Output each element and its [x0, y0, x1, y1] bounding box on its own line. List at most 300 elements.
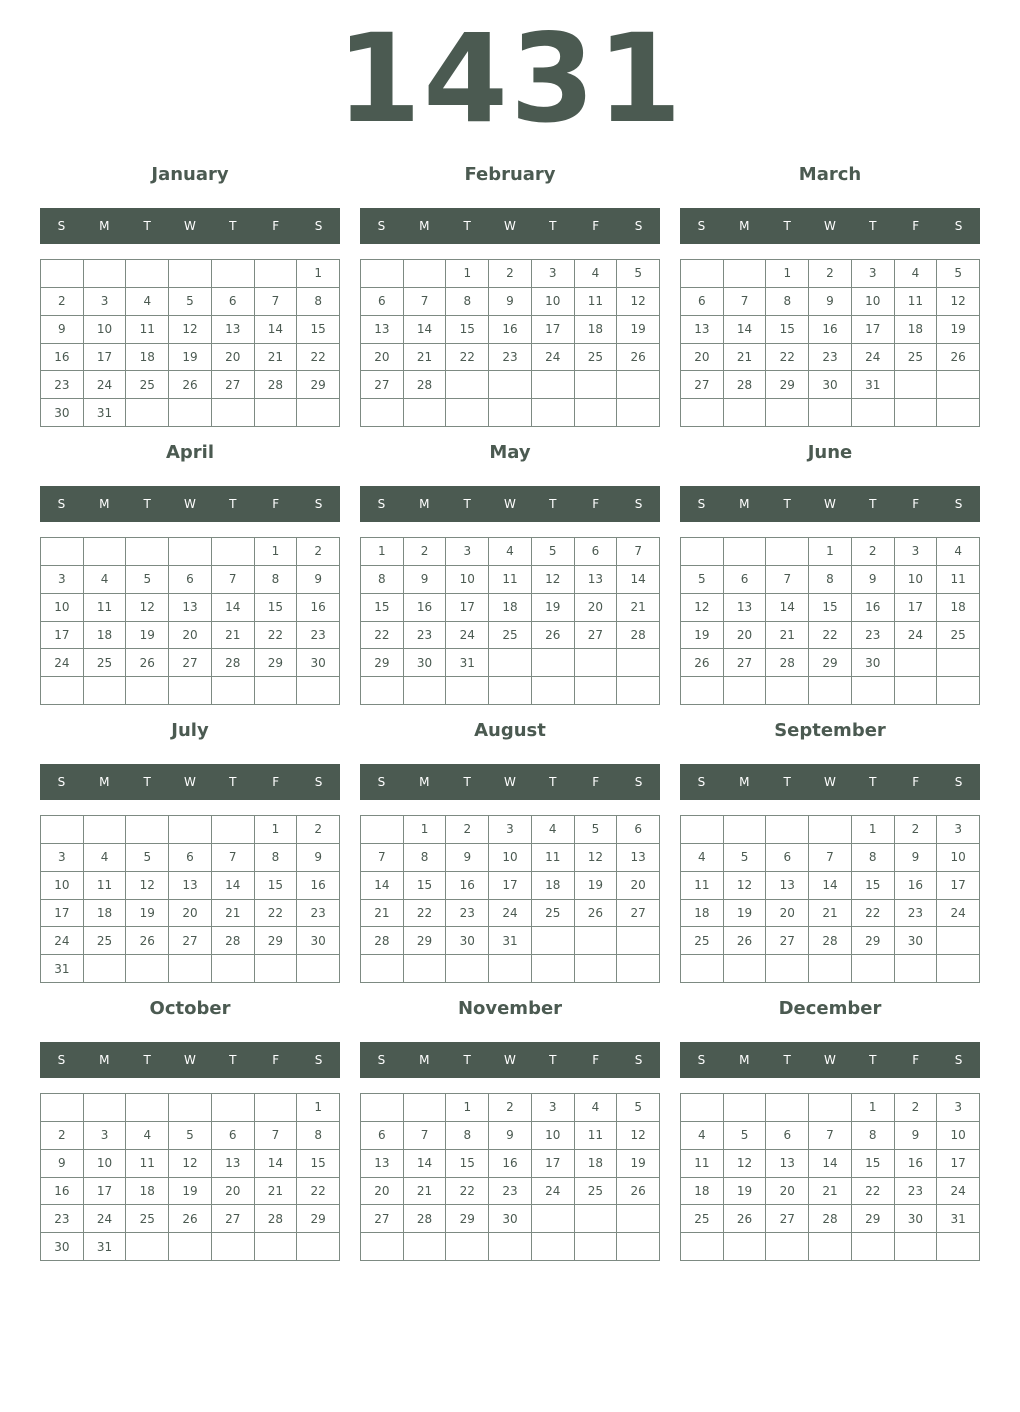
day-cell: 13	[169, 872, 212, 900]
weekday-label: S	[954, 1053, 963, 1067]
day-cell: 30	[809, 371, 852, 399]
empty-day-cell	[212, 260, 255, 288]
day-cell: 23	[446, 900, 489, 928]
day-cell: 29	[297, 1205, 340, 1233]
day-cell: 21	[766, 622, 809, 650]
day-cell: 13	[361, 1150, 404, 1178]
empty-day-cell	[446, 677, 489, 705]
empty-day-cell	[766, 538, 809, 566]
weekday-label: S	[314, 497, 323, 511]
weekday-label: F	[912, 775, 920, 789]
weekday-label: S	[954, 497, 963, 511]
day-cell: 18	[126, 344, 169, 372]
day-cell: 3	[84, 1122, 127, 1150]
day-cell: 13	[766, 872, 809, 900]
day-cell: 14	[212, 594, 255, 622]
day-cell: 1	[446, 260, 489, 288]
month-march	[680, 160, 980, 428]
day-cell: 22	[852, 1178, 895, 1206]
day-cell: 17	[41, 900, 84, 928]
day-cell: 27	[724, 649, 767, 677]
day-cell: 26	[575, 900, 618, 928]
weekday-label: M	[99, 775, 110, 789]
empty-day-cell	[489, 677, 532, 705]
day-cell: 24	[84, 371, 127, 399]
empty-day-cell	[937, 649, 980, 677]
day-cell: 14	[809, 1150, 852, 1178]
day-cell: 27	[361, 1205, 404, 1233]
weekday-label: S	[634, 219, 643, 233]
day-cell: 24	[852, 344, 895, 372]
day-cell: 5	[575, 816, 618, 844]
day-cell: 13	[724, 594, 767, 622]
day-cell: 21	[617, 594, 660, 622]
day-cell: 14	[809, 872, 852, 900]
day-cell: 8	[446, 1122, 489, 1150]
empty-day-cell	[575, 927, 618, 955]
empty-day-cell	[126, 1233, 169, 1261]
day-cell: 5	[126, 566, 169, 594]
weekday-header	[680, 764, 980, 800]
empty-day-cell	[852, 955, 895, 983]
day-cell: 19	[126, 900, 169, 928]
day-cell: 16	[852, 594, 895, 622]
day-cell: 7	[361, 844, 404, 872]
day-cell: 5	[617, 260, 660, 288]
empty-day-cell	[255, 677, 298, 705]
weekday-label: T	[549, 497, 557, 511]
day-cell: 16	[809, 316, 852, 344]
day-cell: 7	[809, 1122, 852, 1150]
day-cell: 16	[41, 1178, 84, 1206]
weekday-label: W	[504, 497, 516, 511]
day-cell: 4	[84, 844, 127, 872]
day-cell: 24	[41, 649, 84, 677]
day-cell: 31	[852, 371, 895, 399]
empty-day-cell	[361, 816, 404, 844]
day-cell: 7	[212, 566, 255, 594]
weekday-label: F	[272, 1053, 280, 1067]
day-cell: 29	[297, 371, 340, 399]
month-june	[680, 438, 980, 706]
day-cell: 25	[681, 1205, 724, 1233]
day-cell: 25	[895, 344, 938, 372]
day-cell: 27	[169, 649, 212, 677]
empty-day-cell	[895, 399, 938, 427]
month-october	[40, 994, 340, 1262]
day-cell: 12	[169, 1150, 212, 1178]
day-cell: 1	[446, 1094, 489, 1122]
empty-day-cell	[404, 955, 447, 983]
day-cell: 9	[404, 566, 447, 594]
day-cell: 26	[169, 1205, 212, 1233]
day-cell: 5	[126, 844, 169, 872]
day-cell: 6	[169, 566, 212, 594]
day-cell: 9	[41, 316, 84, 344]
empty-day-cell	[532, 371, 575, 399]
day-cell: 26	[724, 927, 767, 955]
day-cell: 3	[937, 1094, 980, 1122]
weekday-label: M	[419, 497, 430, 511]
day-grid	[360, 815, 660, 983]
day-cell: 3	[446, 538, 489, 566]
day-cell: 14	[212, 872, 255, 900]
day-cell: 14	[766, 594, 809, 622]
empty-day-cell	[404, 1233, 447, 1261]
day-cell: 15	[297, 316, 340, 344]
weekday-label: F	[912, 219, 920, 233]
weekday-label: T	[869, 775, 877, 789]
empty-day-cell	[617, 955, 660, 983]
day-cell: 23	[41, 371, 84, 399]
day-cell: 27	[169, 927, 212, 955]
day-cell: 6	[617, 816, 660, 844]
day-cell: 3	[937, 816, 980, 844]
day-cell: 5	[617, 1094, 660, 1122]
day-cell: 18	[126, 1178, 169, 1206]
empty-day-cell	[617, 371, 660, 399]
day-cell: 14	[255, 316, 298, 344]
weekday-label: F	[912, 497, 920, 511]
day-cell: 24	[489, 900, 532, 928]
weekday-label: W	[504, 775, 516, 789]
day-cell: 2	[446, 816, 489, 844]
day-cell: 23	[489, 344, 532, 372]
day-cell: 30	[404, 649, 447, 677]
day-cell: 11	[937, 566, 980, 594]
empty-day-cell	[575, 1205, 618, 1233]
day-cell: 12	[575, 844, 618, 872]
empty-day-cell	[809, 399, 852, 427]
day-cell: 23	[41, 1205, 84, 1233]
day-cell: 14	[361, 872, 404, 900]
day-cell: 1	[255, 538, 298, 566]
day-cell: 16	[489, 316, 532, 344]
empty-day-cell	[489, 649, 532, 677]
day-cell: 3	[532, 1094, 575, 1122]
empty-day-cell	[361, 1094, 404, 1122]
day-cell: 28	[617, 622, 660, 650]
day-cell: 16	[895, 872, 938, 900]
day-cell: 10	[41, 594, 84, 622]
day-cell: 8	[809, 566, 852, 594]
day-cell: 21	[404, 344, 447, 372]
weekday-label: T	[143, 1053, 151, 1067]
day-cell: 27	[212, 371, 255, 399]
day-cell: 12	[681, 594, 724, 622]
day-cell: 2	[297, 538, 340, 566]
day-cell: 25	[489, 622, 532, 650]
day-cell: 12	[617, 1122, 660, 1150]
weekday-label: S	[377, 775, 386, 789]
day-cell: 19	[617, 316, 660, 344]
weekday-label: M	[419, 219, 430, 233]
empty-day-cell	[681, 1233, 724, 1261]
empty-day-cell	[809, 816, 852, 844]
day-cell: 16	[297, 872, 340, 900]
empty-day-cell	[575, 955, 618, 983]
empty-day-cell	[255, 260, 298, 288]
empty-day-cell	[169, 1094, 212, 1122]
month-name: December	[778, 998, 882, 1019]
empty-day-cell	[169, 816, 212, 844]
day-grid	[40, 815, 340, 983]
day-cell: 19	[724, 1178, 767, 1206]
weekday-header	[40, 1042, 340, 1078]
day-cell: 30	[446, 927, 489, 955]
empty-day-cell	[212, 1094, 255, 1122]
empty-day-cell	[681, 260, 724, 288]
empty-day-cell	[361, 399, 404, 427]
weekday-label: S	[954, 219, 963, 233]
weekday-label: W	[184, 219, 196, 233]
day-cell: 14	[404, 316, 447, 344]
day-cell: 18	[489, 594, 532, 622]
day-cell: 19	[532, 594, 575, 622]
day-cell: 30	[895, 1205, 938, 1233]
weekday-header	[360, 1042, 660, 1078]
weekday-label: T	[549, 775, 557, 789]
empty-day-cell	[617, 1233, 660, 1261]
day-cell: 24	[532, 1178, 575, 1206]
empty-day-cell	[41, 677, 84, 705]
weekday-label: T	[549, 219, 557, 233]
empty-day-cell	[724, 816, 767, 844]
day-cell: 5	[169, 288, 212, 316]
day-cell: 17	[84, 1178, 127, 1206]
day-cell: 16	[895, 1150, 938, 1178]
weekday-header	[40, 208, 340, 244]
day-cell: 29	[852, 927, 895, 955]
day-cell: 3	[489, 816, 532, 844]
day-cell: 1	[766, 260, 809, 288]
weekday-label: M	[739, 775, 750, 789]
month-name: June	[807, 442, 853, 463]
empty-day-cell	[724, 260, 767, 288]
empty-day-cell	[212, 816, 255, 844]
day-cell: 4	[126, 1122, 169, 1150]
weekday-label: S	[634, 775, 643, 789]
day-cell: 9	[297, 844, 340, 872]
day-cell: 19	[126, 622, 169, 650]
day-cell: 6	[575, 538, 618, 566]
empty-day-cell	[489, 399, 532, 427]
empty-day-cell	[126, 399, 169, 427]
day-cell: 10	[446, 566, 489, 594]
day-grid	[680, 1093, 980, 1261]
day-cell: 16	[404, 594, 447, 622]
day-cell: 1	[361, 538, 404, 566]
weekday-label: F	[272, 775, 280, 789]
day-cell: 7	[255, 288, 298, 316]
weekday-label: W	[184, 775, 196, 789]
empty-day-cell	[41, 260, 84, 288]
weekday-label: W	[184, 1053, 196, 1067]
day-grid	[40, 259, 340, 427]
day-cell: 28	[809, 927, 852, 955]
day-cell: 17	[852, 316, 895, 344]
day-cell: 13	[169, 594, 212, 622]
weekday-label: W	[824, 219, 836, 233]
weekday-label: S	[697, 775, 706, 789]
empty-day-cell	[41, 538, 84, 566]
day-cell: 6	[212, 1122, 255, 1150]
day-cell: 8	[404, 844, 447, 872]
day-cell: 23	[297, 622, 340, 650]
day-cell: 2	[895, 816, 938, 844]
weekday-label: T	[229, 1053, 237, 1067]
day-cell: 20	[575, 594, 618, 622]
day-cell: 28	[255, 1205, 298, 1233]
month-name: February	[464, 164, 556, 185]
day-cell: 14	[617, 566, 660, 594]
day-cell: 16	[446, 872, 489, 900]
day-cell: 5	[169, 1122, 212, 1150]
day-cell: 12	[724, 1150, 767, 1178]
empty-day-cell	[681, 955, 724, 983]
day-cell: 21	[724, 344, 767, 372]
month-name: August	[474, 720, 546, 741]
empty-day-cell	[681, 399, 724, 427]
weekday-header	[40, 486, 340, 522]
day-cell: 13	[617, 844, 660, 872]
day-cell: 8	[255, 566, 298, 594]
empty-day-cell	[852, 399, 895, 427]
day-cell: 17	[895, 594, 938, 622]
day-cell: 8	[852, 1122, 895, 1150]
empty-day-cell	[212, 677, 255, 705]
empty-day-cell	[532, 677, 575, 705]
day-cell: 13	[212, 316, 255, 344]
day-grid	[40, 537, 340, 705]
day-cell: 10	[895, 566, 938, 594]
day-cell: 7	[212, 844, 255, 872]
day-cell: 9	[41, 1150, 84, 1178]
day-cell: 7	[809, 844, 852, 872]
empty-day-cell	[617, 677, 660, 705]
day-cell: 5	[937, 260, 980, 288]
empty-day-cell	[532, 927, 575, 955]
day-cell: 20	[361, 344, 404, 372]
weekday-header	[680, 208, 980, 244]
day-cell: 1	[809, 538, 852, 566]
empty-day-cell	[126, 955, 169, 983]
day-cell: 26	[126, 649, 169, 677]
weekday-label: S	[954, 775, 963, 789]
day-cell: 17	[532, 316, 575, 344]
day-grid	[360, 259, 660, 427]
empty-day-cell	[255, 955, 298, 983]
weekday-label: M	[739, 1053, 750, 1067]
weekday-label: W	[824, 775, 836, 789]
weekday-label: T	[783, 497, 791, 511]
day-cell: 25	[532, 900, 575, 928]
weekday-label: T	[229, 775, 237, 789]
day-cell: 26	[169, 371, 212, 399]
day-cell: 28	[255, 371, 298, 399]
month-december	[680, 994, 980, 1262]
day-cell: 29	[404, 927, 447, 955]
day-cell: 15	[255, 872, 298, 900]
day-cell: 15	[404, 872, 447, 900]
weekday-label: S	[377, 219, 386, 233]
empty-day-cell	[489, 371, 532, 399]
day-cell: 6	[766, 1122, 809, 1150]
day-cell: 26	[126, 927, 169, 955]
day-cell: 10	[532, 1122, 575, 1150]
day-cell: 25	[681, 927, 724, 955]
empty-day-cell	[532, 1205, 575, 1233]
empty-day-cell	[681, 1094, 724, 1122]
day-cell: 31	[84, 399, 127, 427]
day-cell: 27	[766, 1205, 809, 1233]
empty-day-cell	[681, 538, 724, 566]
day-cell: 22	[255, 900, 298, 928]
month-may	[360, 438, 660, 706]
day-cell: 22	[446, 344, 489, 372]
empty-day-cell	[297, 1233, 340, 1261]
day-cell: 30	[489, 1205, 532, 1233]
weekday-label: T	[783, 775, 791, 789]
day-cell: 25	[126, 1205, 169, 1233]
empty-day-cell	[617, 927, 660, 955]
empty-day-cell	[532, 1233, 575, 1261]
day-cell: 4	[895, 260, 938, 288]
month-name: October	[149, 998, 231, 1019]
weekday-label: S	[377, 497, 386, 511]
empty-day-cell	[724, 538, 767, 566]
day-cell: 21	[255, 344, 298, 372]
day-cell: 14	[404, 1150, 447, 1178]
day-cell: 4	[937, 538, 980, 566]
day-cell: 15	[446, 316, 489, 344]
weekday-header	[40, 764, 340, 800]
weekday-header	[360, 764, 660, 800]
day-cell: 3	[895, 538, 938, 566]
empty-day-cell	[255, 1233, 298, 1261]
empty-day-cell	[361, 260, 404, 288]
empty-day-cell	[766, 955, 809, 983]
empty-day-cell	[404, 260, 447, 288]
empty-day-cell	[895, 677, 938, 705]
day-cell: 14	[255, 1150, 298, 1178]
weekday-label: T	[229, 497, 237, 511]
day-grid	[360, 1093, 660, 1261]
day-cell: 31	[41, 955, 84, 983]
day-cell: 1	[852, 1094, 895, 1122]
weekday-label: S	[57, 775, 66, 789]
day-cell: 26	[532, 622, 575, 650]
day-cell: 7	[404, 1122, 447, 1150]
day-cell: 21	[404, 1178, 447, 1206]
day-cell: 12	[937, 288, 980, 316]
day-cell: 29	[852, 1205, 895, 1233]
day-cell: 22	[809, 622, 852, 650]
day-cell: 22	[766, 344, 809, 372]
weekday-label: T	[783, 219, 791, 233]
day-cell: 5	[724, 1122, 767, 1150]
empty-day-cell	[41, 1094, 84, 1122]
day-cell: 15	[852, 1150, 895, 1178]
day-cell: 28	[724, 371, 767, 399]
day-cell: 27	[575, 622, 618, 650]
empty-day-cell	[446, 371, 489, 399]
day-cell: 13	[766, 1150, 809, 1178]
empty-day-cell	[575, 649, 618, 677]
day-cell: 26	[617, 344, 660, 372]
month-name: April	[165, 442, 215, 463]
empty-day-cell	[724, 399, 767, 427]
